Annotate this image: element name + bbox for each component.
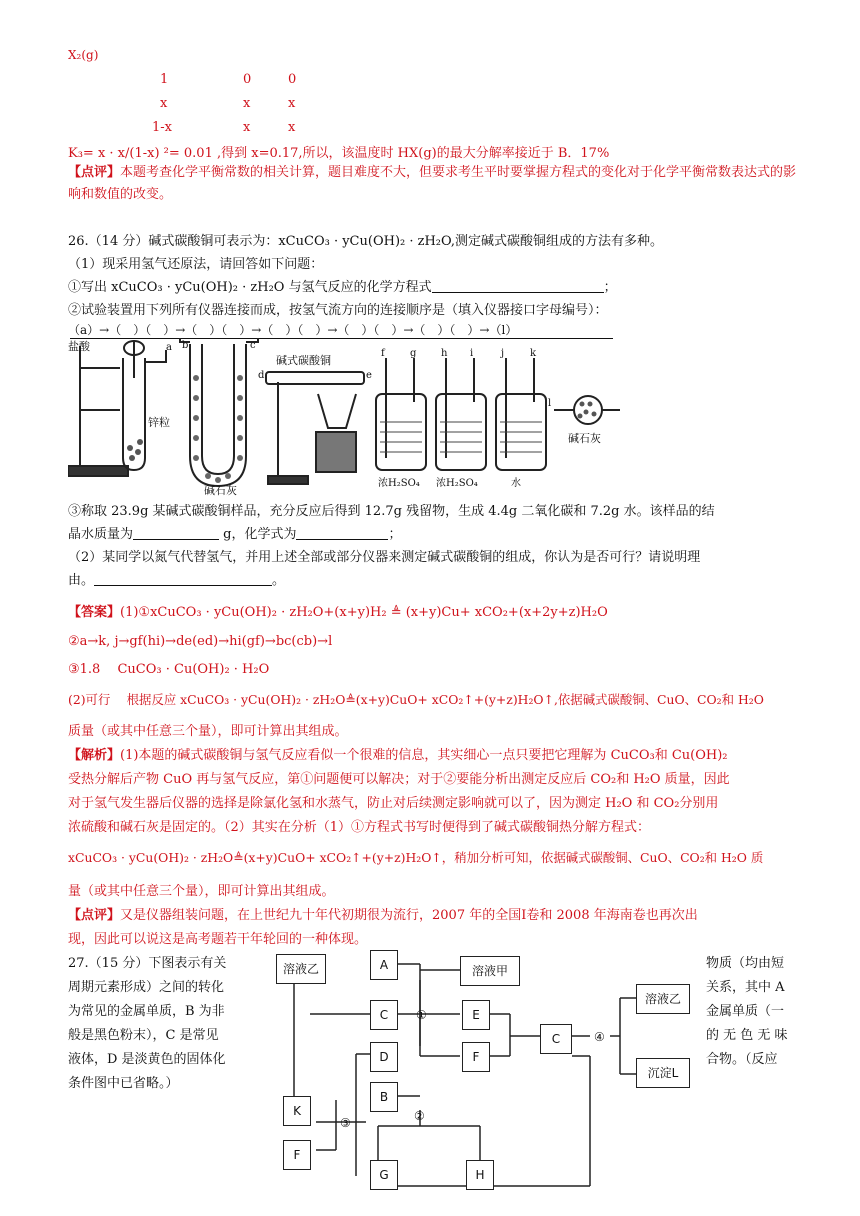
analysis-line-4: 浓硫酸和碱石灰是固定的。（2）其实在分析（1）①方程式书写时便得到了碱式碳酸铜热分解方程式：: [68, 820, 651, 835]
box-e: E: [462, 1000, 490, 1030]
answer-blank[interactable]: [296, 525, 388, 540]
port-label: l: [548, 398, 552, 409]
q27-right-line: 物质（均由短: [706, 956, 785, 971]
q27-left-line: 液体，D 是淡黄色的固体化: [68, 1052, 226, 1067]
k-expression: K₃= x · x/(1-x) ²= 0.01 ,得到 x=0.17,所以，该温度时 HX(g)的最大分解率接近于 B．17%: [68, 146, 610, 161]
x2g-label: X₂(g): [68, 48, 99, 62]
analysis-text: (1)本题的碱式碳酸铜与氢气反应看似一个很难的信息，其实细心一点只要把它理解为 CuCO₃和 Cu(OH)₂: [120, 748, 728, 763]
box-g: G: [370, 1160, 398, 1190]
answer-blank[interactable]: [133, 525, 219, 540]
analysis-line-1: [68, 744, 728, 763]
q26-part1b: ②试验装置用下列所有仪器连接而成，按氢气流方向的连接顺序是（填入仪器接口字母编号）：: [68, 303, 608, 318]
q26-part1a: [68, 276, 617, 295]
port-label: d: [258, 370, 265, 381]
q26-part1c-b: 晶水质量为: [68, 527, 134, 542]
analysis-line-3: 对于氢气发生器后仪器的选择是除氯化氢和水蒸气，防止对后续测定影响就可以了，因为测定 H₂O 和 CO₂分别用: [68, 796, 719, 811]
port-label: g: [410, 348, 417, 359]
q26-part2-c: 。: [272, 573, 286, 588]
step-marker-3: ③: [340, 1116, 351, 1130]
table-cell: x: [160, 96, 168, 111]
box-solution-jia: 溶液甲: [460, 956, 520, 986]
comment-tag: 【点评】: [68, 165, 121, 180]
box-d: D: [370, 1042, 398, 1072]
box-f-2: F: [283, 1140, 311, 1170]
port-label: k: [530, 348, 537, 359]
comment-block-1: [68, 162, 803, 206]
answer-text: (1)①xCuCO₃ · yCu(OH)₂ · zH₂O+(x+y)H₂ ≜ (x+y)Cu+ xCO₂+(x+2y+z)H₂O: [120, 605, 608, 620]
answer-line-2: ②a→k, j→gf(hi)→de(ed)→hi(gf)→bc(cb)→l: [68, 634, 333, 649]
q27-left-line: 般是黑色粉末），C 是常见: [68, 1028, 219, 1043]
port-label: a: [166, 342, 172, 353]
analysis-line-5: xCuCO₃ · yCu(OH)₂ · zH₂O≜(x+y)CuO+ xCO₂↑+(y+z)H₂O↑，稍加分析可知，依据碱式碳酸铜、CuO、CO₂和 H₂O 质: [68, 850, 764, 865]
q27-left-line: 27.（15 分）下图表示有关: [68, 956, 227, 971]
box-solution-yi-2: 溶液乙: [636, 984, 690, 1014]
comment2-line-1: [68, 904, 698, 923]
box-b: B: [370, 1082, 398, 1112]
label-conc2: 浓H₂SO₄: [436, 478, 478, 489]
port-label: f: [381, 348, 385, 359]
analysis-line-6: 量（或其中任意三个量），即可计算出其组成。: [68, 884, 335, 899]
comment2-line-2: 现，因此可以说这是高考题若干年轮回的一种体现。: [68, 932, 368, 947]
answer-line-3: ③1.8 CuCO₃ · Cu(OH)₂ · H₂O: [68, 662, 270, 677]
q27-right-line: 关系，其中 A: [706, 980, 785, 995]
answer-blank[interactable]: [432, 278, 604, 293]
box-a: A: [370, 950, 398, 980]
answer-line-4: (2)可行 根据反应 xCuCO₃ · yCu(OH)₂ · zH₂O≜(x+y)CuO+ xCO₂↑+(y+z)H₂O↑,依据碱式碳酸铜、CuO、CO₂和 H₂O: [68, 692, 764, 707]
analysis-tag: 【解析】: [68, 748, 121, 763]
q27-left-line: 周期元素形成）之间的转化: [68, 980, 225, 995]
q26-part2-line1: （2）某同学以氮气代替氢气，并用上述全部或部分仪器来测定碱式碳酸铜的组成，你认为是否可行？请说明理: [68, 550, 701, 565]
q26-part1c-c: g，化学式为: [223, 527, 297, 542]
answer-line-5: 质量（或其中任意三个量），即可计算出其组成。: [68, 724, 348, 739]
table-cell: 1: [160, 72, 169, 87]
q26-part1c-d: ；: [388, 527, 402, 542]
step-marker-1: ①: [416, 1008, 427, 1022]
label-sample: 碱式碳酸铜: [276, 354, 331, 367]
q26-part1a-end: ；: [603, 280, 617, 295]
box-solution-yi: 溶液乙: [276, 954, 326, 984]
q26-part1: （1）现采用氢气还原法，请回答如下问题：: [68, 257, 324, 272]
table-cell: x: [288, 96, 296, 111]
q27-right-line: 的 无 色 无 味: [706, 1028, 788, 1043]
comment2-tag: 【点评】: [68, 908, 121, 923]
table-cell: 0: [288, 72, 297, 87]
box-precipitate-l: 沉淀L: [636, 1058, 690, 1088]
q27-right-line: 合物。（反应: [706, 1052, 778, 1067]
table-cell: x: [243, 96, 251, 111]
apparatus-figure: [68, 338, 628, 496]
table-cell: 1-x: [152, 120, 172, 135]
port-label: h: [441, 348, 448, 359]
label-conc1: 浓H₂SO₄: [378, 478, 420, 489]
analysis-line-2: 受热分解后产物 CuO 再与氢气反应，第①问题便可以解决；对于②要能分析出测定反应后 CO₂和 H₂O 质量，因此: [68, 772, 730, 787]
q27-left-line: 条件图中已省略。）: [68, 1076, 179, 1091]
q26-part1c-line1: ③称取 23.9g 某碱式碳酸铜样品，充分反应后得到 12.7g 残留物，生成 4.4g 二氧化碳和 7.2g 水。该样品的结: [68, 504, 715, 519]
box-c-product: C: [540, 1024, 572, 1054]
connection-chain: （a）→（ ）（ ）→（ ）（ ）→（ ）（ ）→（ ）（ ）→（ ）（ ）→（l）: [68, 323, 518, 337]
q26-stem: 26.（14 分）碱式碳酸铜可表示为：xCuCO₃ · yCu(OH)₂ · zH₂O,测定碱式碳酸铜组成的方法有多种。: [68, 234, 664, 249]
answer-blank[interactable]: [94, 571, 272, 586]
label-sodalime2: 碱石灰: [568, 432, 601, 445]
table-cell: x: [288, 120, 296, 135]
label-hcl: 盐酸: [68, 340, 90, 353]
box-h: H: [466, 1160, 494, 1190]
q27-right-line: 金属单质（一: [706, 1004, 785, 1019]
label-sodalime1: 碱石灰: [204, 484, 237, 496]
comment2-text: 又是仪器组装问题，在上世纪九十年代初期很为流行，2007 年的全国Ⅰ卷和 2008 年海南卷也再次出: [120, 908, 698, 923]
step-marker-2: ②: [414, 1109, 425, 1123]
table-cell: x: [243, 120, 251, 135]
comment-text: 本题考查化学平衡常数的相关计算，题目难度不大，但要求考生平时要掌握方程式的变化对于化学平衡常数表达式的影响和数值的改变。: [68, 165, 797, 202]
answer-tag: 【答案】: [68, 605, 121, 620]
box-k: K: [283, 1096, 311, 1126]
q26-part1a-text: ①写出 xCuCO₃ · yCu(OH)₂ · zH₂O 与氢气反应的化学方程式: [68, 280, 432, 295]
port-label: j: [501, 348, 505, 359]
table-cell: 0: [243, 72, 252, 87]
q26-part2-line2: [68, 569, 285, 588]
label-water: 水: [511, 478, 521, 489]
port-label: c: [250, 340, 256, 351]
answer-line-1: [68, 601, 608, 620]
port-label: e: [366, 370, 372, 381]
step-marker-4: ④: [594, 1030, 605, 1044]
port-label: b: [182, 340, 189, 351]
q26-part2-b: 由。: [68, 573, 95, 588]
box-f: F: [462, 1042, 490, 1072]
q27-left-line: 为常见的金属单质，B 为非: [68, 1004, 225, 1019]
box-c: C: [370, 1000, 398, 1030]
port-label: i: [470, 348, 474, 359]
label-zn: 锌粒: [148, 416, 170, 429]
q26-part1c-line2: [68, 523, 402, 542]
